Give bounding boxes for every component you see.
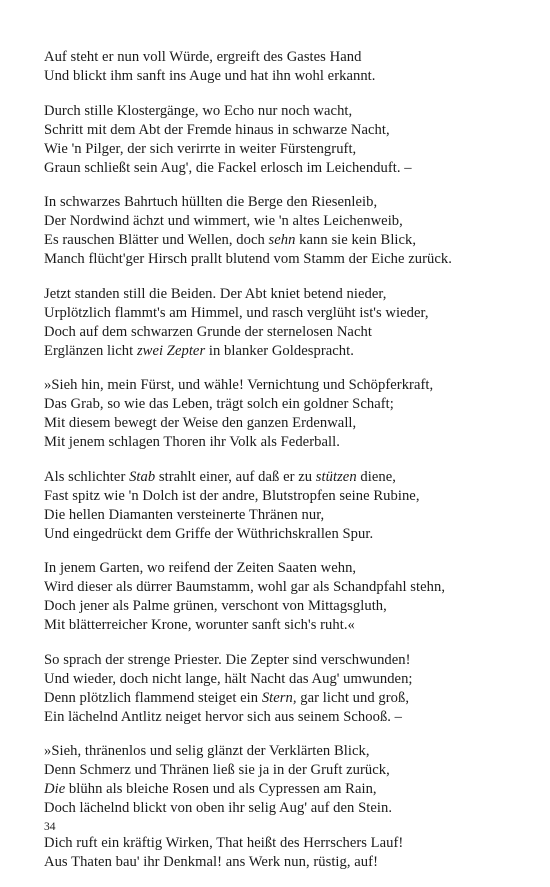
verse-line (44, 193, 514, 212)
verse-text: Und eingedrückt dem Griffe der Wüthrichskrallen Spur. (44, 525, 374, 542)
verse-line (44, 559, 514, 578)
verse-line (44, 670, 514, 689)
verse-line (44, 323, 514, 342)
verse-text: Fast spitz wie 'n Dolch ist der andre, Blutstropfen seine Rubine, (44, 487, 420, 504)
verse-text: Ein lächelnd Antlitz neiget hervor sich aus seinem Schooß. – (44, 708, 403, 725)
verse-line (44, 761, 514, 780)
verse-text: Wird dieser als dürrer Baumstamm, wohl gar als Schandpfahl stehn, (44, 579, 446, 595)
verse-text: Erglänzen licht (44, 342, 137, 359)
verse-text: Als schlichter (44, 468, 130, 485)
stanza (44, 651, 514, 727)
verse-text: blühn als bleiche Rosen und als Cypressen am Rain, (65, 781, 377, 797)
verse-text: gar licht und groß, (296, 689, 410, 706)
verse-text: Urplötzlich flammt's am Himmel, und rasch verglüht ist's wieder, (44, 304, 429, 321)
verse-text: Auf steht er nun voll Würde, ergreift des Gastes Hand (44, 49, 362, 65)
verse-text: kann sie kein Blick, (295, 232, 417, 248)
stanza (44, 742, 514, 818)
verse-text: Wie 'n Pilger, der sich verirrte in weiter Fürstengruft, (44, 140, 357, 157)
verse-text: In jenem Garten, wo reifend der Zeiten Saaten wehn, (44, 560, 357, 576)
stanza (44, 376, 514, 452)
verse-line (44, 487, 514, 506)
verse-line (44, 742, 514, 761)
verse-line (44, 651, 514, 670)
verse-text: Aus Thaten bau' ihr Denkmal! ans Werk nun, rüstig, auf! (44, 853, 378, 870)
verse-line (44, 578, 514, 597)
verse-emphasis: Die (44, 781, 66, 797)
verse-text: Die hellen Diamanten versteinerte Thränen nur, (44, 506, 325, 523)
verse-emphasis: zwei Zepter (136, 342, 206, 359)
verse-text: Mit diesem bewegt der Weise den ganzen Erdenwall, (44, 415, 357, 431)
stanza (44, 102, 514, 178)
verse-text: In schwarzes Bahrtuch hüllten die Berge den Riesenleib, (44, 194, 378, 210)
verse-text: Manch flücht'ger Hirsch prallt blutend vom Stamm der Eiche zurück. (44, 251, 452, 267)
verse-text: Doch jener als Palme grünen, verschont von Mittagsgluth, (44, 598, 387, 614)
verse-line (44, 376, 514, 395)
verse-line (44, 48, 514, 67)
stanza (44, 193, 514, 269)
verse-line (44, 708, 514, 727)
verse-line (44, 506, 514, 525)
verse-line (44, 250, 514, 269)
verse-text: diene, (356, 468, 396, 485)
verse-line (44, 231, 514, 250)
verse-line (44, 597, 514, 616)
verse-line (44, 395, 514, 414)
verse-line (44, 304, 514, 323)
verse-line (44, 525, 514, 544)
verse-line (44, 780, 514, 799)
verse-text: Doch auf dem schwarzen Grunde der sternelosen Nacht (44, 323, 372, 340)
verse-line (44, 102, 514, 121)
verse-text: Schritt mit dem Abt der Fremde hinaus in schwarze Nacht, (44, 121, 390, 138)
verse-text: Denn plötzlich flammend steiget ein (44, 689, 262, 706)
verse-line (44, 212, 514, 231)
stanza (44, 48, 514, 86)
verse-line (44, 468, 514, 487)
verse-line (44, 616, 514, 635)
verse-emphasis: Stern, (261, 689, 297, 706)
verse-text: So sprach der strenge Priester. Die Zepter sind verschwunden! (44, 651, 411, 668)
verse-line (44, 853, 514, 872)
verse-emphasis: Stab (129, 468, 156, 485)
stanza (44, 468, 514, 544)
verse-text: Das Grab, so wie das Leben, trägt solch ein goldner Schaft; (44, 396, 394, 412)
verse-line (44, 689, 514, 708)
verse-text: Dich ruft ein kräftig Wirken, That heißt des Herrschers Lauf! (44, 834, 404, 851)
stanza (44, 559, 514, 635)
poem-body (44, 48, 514, 887)
verse-text: Und blickt ihm sanft ins Auge und hat ihn wohl erkannt. (44, 68, 376, 84)
verse-text: Mit jenem schlagen Thoren ihr Volk als Federball. (44, 434, 340, 450)
verse-line (44, 159, 514, 178)
verse-line (44, 285, 514, 304)
verse-text: Denn Schmerz und Thränen ließ sie ja in der Gruft zurück, (44, 762, 390, 778)
verse-text: Durch stille Klostergänge, wo Echo nur noch wacht, (44, 102, 353, 119)
verse-emphasis: stützen (315, 468, 357, 485)
verse-line (44, 834, 514, 853)
stanza (44, 285, 514, 361)
verse-line (44, 121, 514, 140)
page-number: 34 (44, 821, 56, 833)
verse-line (44, 799, 514, 818)
verse-text: Jetzt standen still die Beiden. Der Abt kniet betend nieder, (44, 285, 387, 302)
verse-text: »Sieh hin, mein Fürst, und wähle! Vernichtung und Schöpferkraft, (44, 377, 434, 393)
verse-line (44, 414, 514, 433)
verse-text: Mit blätterreicher Krone, worunter sanft sich's ruht.« (44, 617, 355, 633)
verse-text: in blanker Goldespracht. (205, 342, 354, 359)
verse-line (44, 140, 514, 159)
stanza (44, 834, 514, 872)
verse-emphasis: sehn (268, 232, 296, 248)
verse-text: Graun schließt sein Aug', die Fackel erlosch im Leichenduft. – (44, 159, 412, 176)
verse-text: Und wieder, doch nicht lange, hält Nacht das Aug' umwunden; (44, 670, 413, 687)
verse-line (44, 67, 514, 86)
verse-text: Doch lächelnd blickt von oben ihr selig Aug' auf den Stein. (44, 800, 393, 816)
verse-line (44, 433, 514, 452)
verse-line (44, 342, 514, 361)
verse-text: Es rauschen Blätter und Wellen, doch (44, 232, 269, 248)
verse-text: Der Nordwind ächzt und wimmert, wie 'n altes Leichenweib, (44, 213, 403, 229)
verse-text: »Sieh, thränenlos und selig glänzt der Verklärten Blick, (44, 743, 370, 759)
verse-text: strahlt einer, auf daß er zu (155, 468, 316, 485)
